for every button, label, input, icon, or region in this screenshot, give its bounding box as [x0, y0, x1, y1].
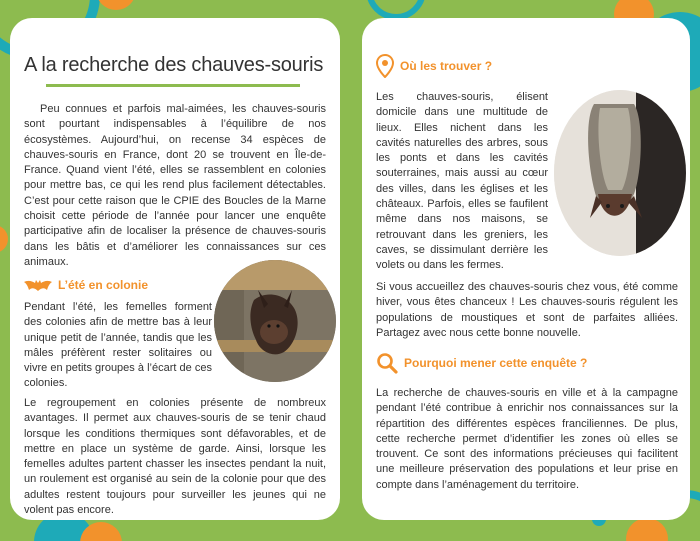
title-underline	[46, 84, 300, 87]
left-card	[10, 18, 340, 520]
page-title: A la recherche des chauves-souris	[24, 54, 324, 76]
decor-circle-orange-top-left	[96, 0, 136, 10]
ete-paragraph-2: Le regroupement en colonies présente de nombreux avantages. Il permet aux chauves-souris de se tenir chaud lorsque les conditions thermiques sont défavorables, et de mettre en place un système de garde. Ainsi, lorsque les femelles adultes partent chasser les insectes pendant la nuit, un roulement est organisé au sein de la colonie pour que des adultes restent toujours pour surveiller les jeunes qui ne volent pas encore.	[24, 397, 326, 517]
magnifier-icon	[376, 352, 398, 374]
section-heading-ete-label: L’été en colonie	[58, 278, 149, 292]
section-heading-pourquoi-label: Pourquoi mener cette enquête ?	[404, 356, 588, 370]
location-pin-icon	[376, 54, 394, 78]
section-heading-ou	[376, 54, 492, 78]
ete-paragraph-1: Pendant l’été, les femelles forment des colonies afin de mettre bas à leur unique petit de l’année, tandis que les mâles préfèrent rester solitaires ou vivre en petits groupes à l’écart de ces colonies.	[24, 301, 212, 390]
intro-paragraph: Peu connues et parfois mal-aimées, les chauves-souris sont pourtant indispensables à l’équilibre de nos écosystèmes. Aujourd’hui, on recense 34 espèces de chauves-souris en France, dont 20 se trouvent en Île-de-France. Quand vient l’été, elles se rassemblent en colonies pour mettre bas, ce qui les rend plus facilement détectables. C’est pour cette raison que le CPIE des Boucles de la Marne choisit cette période de l’année pour lancer une enquête participative afin de localiser la présence de chauves-souris dans les bâtis et d’améliorer les connaissances sur ces animaux.	[24, 103, 326, 268]
hanging-bat-photo	[554, 90, 686, 256]
bat-colony-photo	[214, 260, 336, 382]
decor-ring-top-center	[366, 0, 426, 20]
bat-icon	[24, 278, 52, 292]
section-heading-ete	[24, 278, 148, 292]
section-heading-ou-label: Où les trouver ?	[400, 59, 493, 73]
decor-circle-orange-left-edge	[0, 225, 8, 253]
section-heading-pourquoi	[376, 352, 587, 374]
ou-paragraph-1: Les chauves-souris, élisent domicile dans une multitude de lieux. Elles nichent dans les cavités naturelles des arbres, sous les ponts et dans les cavités souterraines, mais aussi au cœur des villes, dans les églises et les châteaux. Parfois, elles se faufilent même dans nos maisons, se retrouvant dans les greniers, les caves, se dissimulant derrière les volets ou dans les fermes.	[376, 91, 548, 272]
ou-paragraph-2: Si vous accueillez des chauves-souris chez vous, été comme hiver, vous êtes chanceux ! Les chauves-souris régulent les populations de moustiques et sont de parfaites alliées. Partagez avec nous cette bonne nouvelle.	[376, 281, 678, 339]
right-card	[362, 18, 690, 520]
pourquoi-paragraph: La recherche de chauves-souris en ville et à la campagne pendant l’été contribue à enrichir nos connaissances sur la répartition des différentes espèces franciliennes. De plus, cette recherche permet d’identifier les zones où elles se trouvent. Ce sont des informations précieuses qui facilitent une meilleure préservation des populations et leur prise en compte dans l’aménagement du territoire.	[376, 387, 678, 491]
